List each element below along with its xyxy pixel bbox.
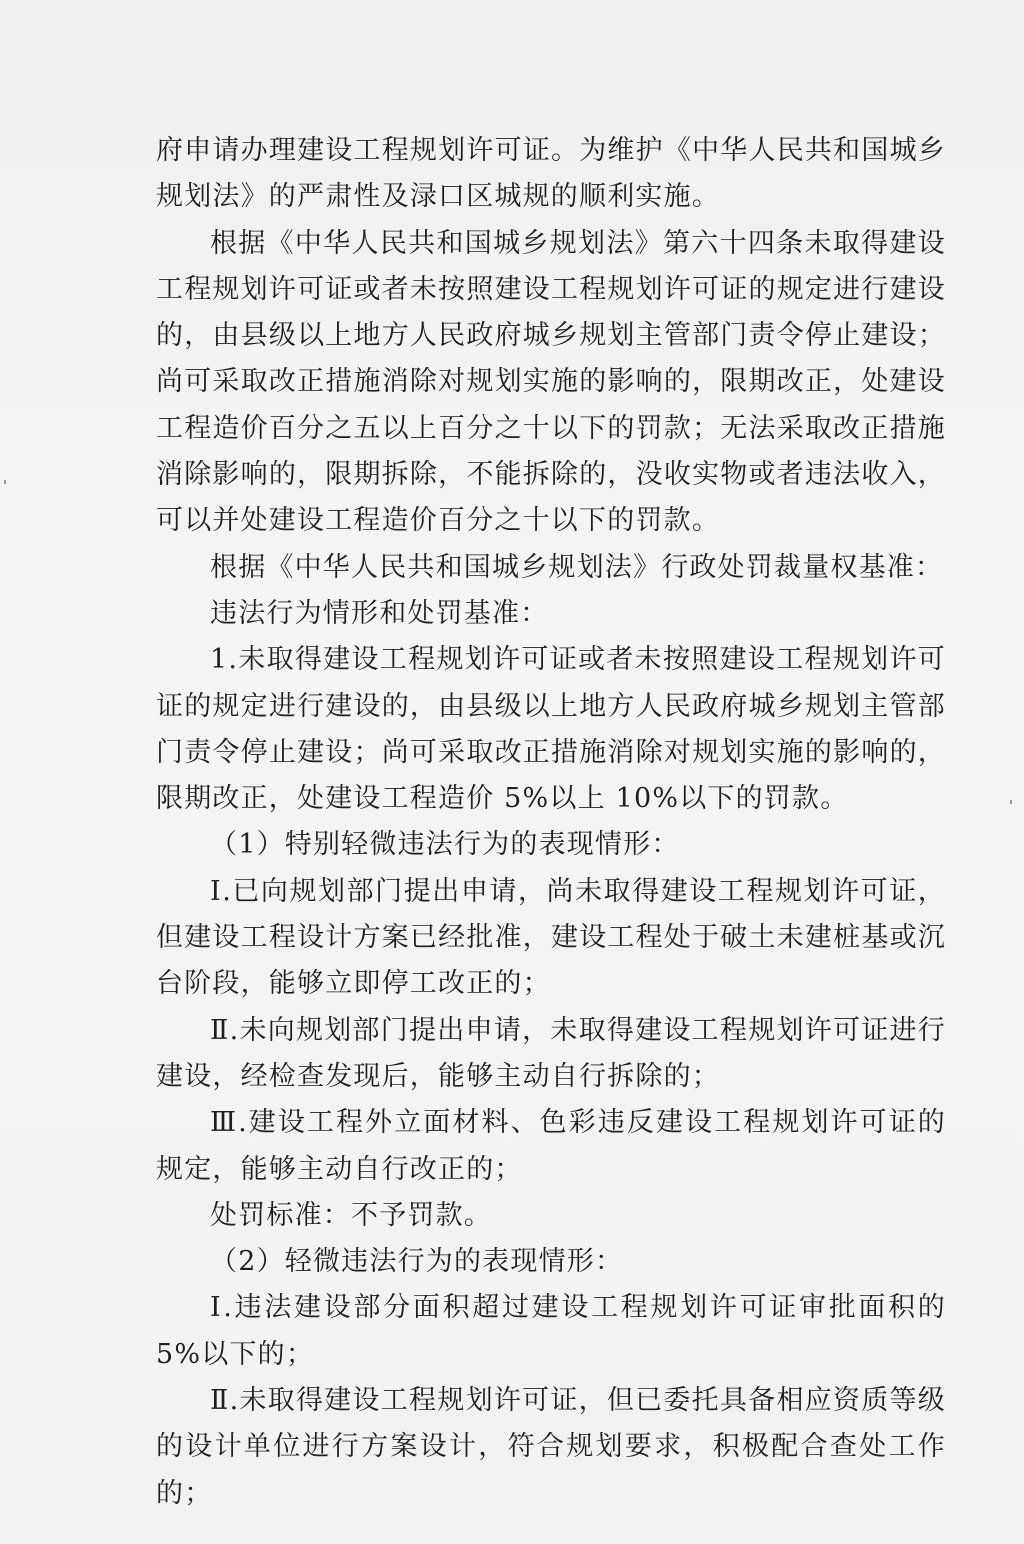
- paragraph-13: Ⅱ.未取得建设工程规划许可证，但已委托具备相应资质等级的设计单位进行方案设计，符合规划要求，积极配合查处工作的；: [156, 1385, 946, 1509]
- paragraph-2: 根据《中华人民共和国城乡规划法》第六十四条未取得建设工程规划许可证或者未按照建设工程规划许可证的规定进行建设的，由县级以上地方人民政府城乡规划主管部门责令停止建设；尚可采取改正措施消除对规划实施的影响的，限期改正，处建设工程造价百分之五以上百分之十以下的罚款；无法采取改正措施消除影响的，限期拆除，不能拆除的，没收实物或者违法收入，可以并处建设工程造价百分之十以下的罚款。: [156, 227, 946, 537]
- paragraph-10: 处罚标准：不予罚款。: [210, 1199, 492, 1231]
- paragraph-8: Ⅱ.未向规划部门提出申请，未取得建设工程规划许可证进行建设，经检查发现后，能够主动自行拆除的；: [156, 1014, 946, 1092]
- paragraph-1: 府申请办理建设工程规划许可证。为维护《中华人民共和国城乡规划法》的严肃性及渌口区城规的顺利实施。: [156, 135, 946, 213]
- paragraph-11: （2）轻微违法行为的表现情形：: [210, 1246, 624, 1278]
- scan-mark-right: [1010, 800, 1012, 804]
- paragraph-3: 根据《中华人民共和国城乡规划法》行政处罚裁量权基准：: [210, 551, 944, 583]
- scan-mark-left: [4, 480, 6, 484]
- paragraph-6: （1）特别轻微违法行为的表现情形：: [210, 829, 680, 861]
- paragraph-7: Ⅰ.已向规划部门提出申请，尚未取得建设工程规划许可证，但建设工程设计方案已经批准，建设工程处于破土未建桩基或沉台阶段，能够立即停工改正的；: [156, 875, 946, 1000]
- paragraph-9: Ⅲ.建设工程外立面材料、色彩违反建设工程规划许可证的规定，能够主动自行改正的；: [156, 1107, 946, 1185]
- paragraph-4: 违法行为情形和处罚基准：: [210, 597, 549, 629]
- paragraph-5: 1.未取得建设工程规划许可证或者未按照建设工程规划许可证的规定进行建设的，由县级以上地方人民政府城乡规划主管部门责令停止建设；尚可采取改正措施消除对规划实施的影响的，限期改正，处建设工程造价 5%以上 10%以下的罚款。: [156, 644, 946, 815]
- document-body: [156, 128, 946, 1517]
- paragraph-12: Ⅰ.违法建设部分面积超过建设工程规划许可证审批面积的 5%以下的；: [156, 1292, 946, 1370]
